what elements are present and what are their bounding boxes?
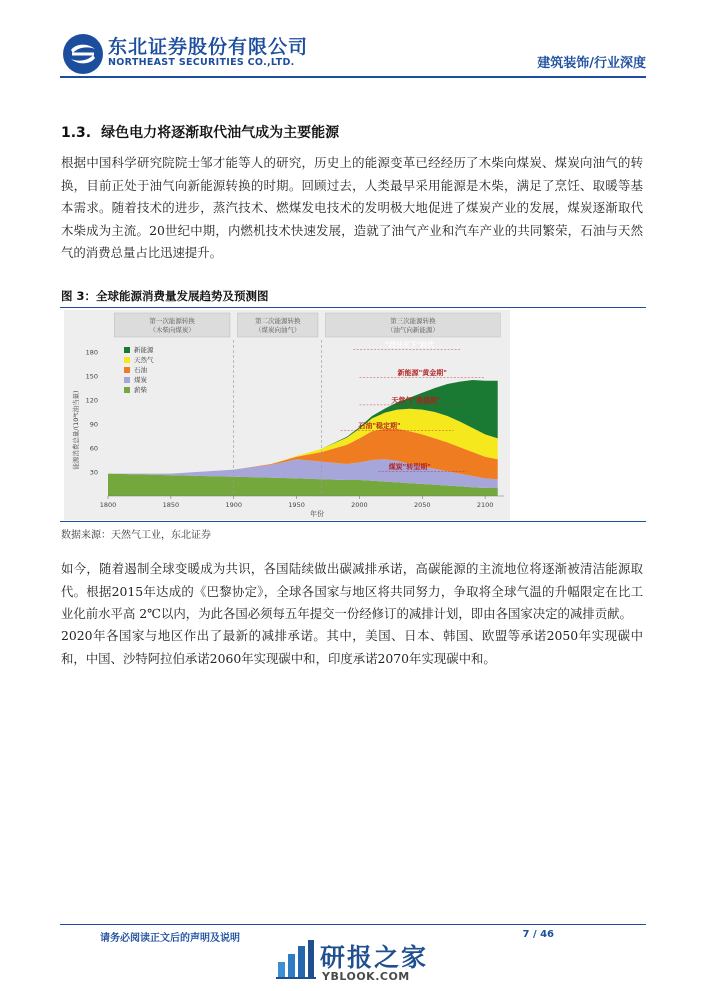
chart-annotation: 新能源"黄金期" <box>397 369 447 378</box>
x-tick-label: 2000 <box>351 501 368 509</box>
legend-label: 薪柴 <box>134 386 147 394</box>
legend-label: 天然气 <box>134 356 154 364</box>
era-title: 第二次能源转换 <box>254 317 301 325</box>
watermark-text: 研报之家 <box>320 943 429 972</box>
legend-swatch <box>124 347 130 353</box>
x-tick-label: 1950 <box>288 501 305 509</box>
company-name-cn: 东北证券股份有限公司 <box>108 36 309 58</box>
y-axis-label: 能源消费总量/(10⁸t油当量) <box>72 390 80 470</box>
footer-divider <box>60 924 646 925</box>
era-title: 第一次能源转换 <box>149 317 195 325</box>
era-subtitle: （油气向新能源） <box>386 326 439 334</box>
chart-svg <box>64 310 510 520</box>
y-tick-label: 30 <box>89 468 98 477</box>
x-tick-label: 1850 <box>162 501 180 509</box>
footer-disclaimer: 请务必阅读正文后的声明及说明 <box>100 933 240 944</box>
x-tick-label: 2050 <box>414 501 431 509</box>
y-tick-label: 60 <box>89 444 98 453</box>
y-tick-label: 90 <box>89 420 98 429</box>
paragraph-energy-history: 根据中国科学研究院院士邹才能等人的研究，历史上的能源变革已经经历了木柴向煤炭、煤炭向油气的转换，目前正处于油气向新能源转换的时期。回顾过去，人类最早采用能源是木柴，满足了烹饪、取暖等基本需求。随着技术的进步，蒸汽技术、燃煤发电技术的发明极大地促进了煤炭产业的发展，煤炭逐渐取代木柴成为主流。20世纪中期，内燃机技术快速发展，造就了油气产业和汽车产业的共同繁荣，石油与天然气的消费总量占比迅速提升。 <box>61 155 643 260</box>
report-category: 建筑装饰/行业深度 <box>537 56 646 71</box>
company-name-en: NORTHEAST SECURITIES CO.,LTD. <box>108 57 295 68</box>
chart-annotation: 煤炭"转型期" <box>388 462 431 471</box>
figure-bottom-divider <box>60 521 646 522</box>
section-number: 1.3. <box>61 125 92 141</box>
legend-label: 新能源 <box>134 346 154 354</box>
y-tick-label: 120 <box>85 396 98 405</box>
section-title: 绿色电力将逐渐取代油气成为主要能源 <box>101 125 340 141</box>
y-tick-label: 150 <box>85 372 98 381</box>
figure-title: 图 3：全球能源消费量发展趋势及预测图 <box>61 289 269 303</box>
watermark-logo-icon <box>276 938 316 982</box>
page-header <box>0 0 702 80</box>
era-subtitle: （木柴向煤炭） <box>149 326 195 334</box>
legend-swatch <box>124 387 130 393</box>
legend-label: 煤炭 <box>134 376 147 384</box>
chart-annotation: 石油"稳定期" <box>358 422 401 430</box>
header-divider <box>60 76 646 78</box>
page-number: 7 / 46 <box>522 929 554 940</box>
figure-top-divider <box>60 307 646 308</box>
legend-label: 石油 <box>134 366 147 374</box>
x-axis-label: 年份 <box>310 510 324 518</box>
legend-swatch <box>124 377 130 383</box>
x-tick-label: 2100 <box>476 501 494 509</box>
section-heading <box>61 122 339 142</box>
legend-swatch <box>124 367 130 373</box>
paragraph-carbon-pledges: 2020年各国家与地区作出了最新的减排承诺。其中，美国、日本、韩国、欧盟等承诺2050年实现碳中和，中国、沙特阿拉伯承诺2060年实现碳中和，印度承诺2070年实现碳中和。 <box>61 628 643 666</box>
paragraph-paris-agreement: 如今，随着遏制全球变暖成为共识，各国陆续做出碳减排承诺，高碳能源的主流地位将逐渐被清洁能源取代。根据2015年达成的《巴黎协定》，全球各国家与地区将共同努力，争取将全球气温的升幅限定在比工业化前水平高 2℃以内，为此各国必须每五年提交一份经修订的减排计划，即由各国家决定的减排贡献。 <box>61 561 643 621</box>
legend-swatch <box>124 357 130 363</box>
company-logo-icon <box>62 33 104 75</box>
x-tick-label: 1900 <box>225 501 242 509</box>
energy-consumption-chart <box>64 310 510 520</box>
era-subtitle: （煤炭向油气） <box>254 326 301 334</box>
watermark-url: YBLOOK.COM <box>322 970 410 983</box>
era-title: 第三次能源转换 <box>390 317 436 325</box>
chart-annotation: 天然气"鼎盛期" <box>391 396 441 405</box>
x-tick-label: 1800 <box>99 501 117 509</box>
chart-annotation: "四分天下"时代 <box>385 341 435 350</box>
figure-source: 数据来源：天然气工业，东北证券 <box>61 530 211 541</box>
y-tick-label: 180 <box>85 348 98 357</box>
